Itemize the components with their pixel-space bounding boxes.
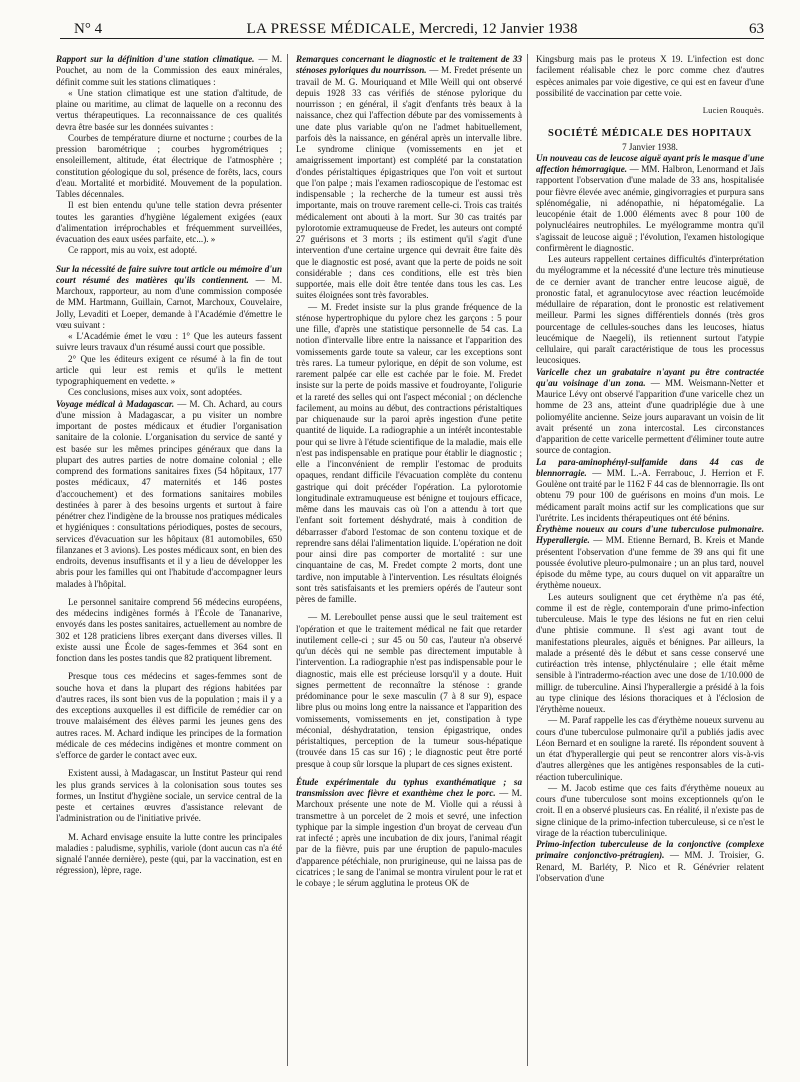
article-paragraph — [536, 524, 764, 592]
article-paragraph: Existent aussi, à Madagascar, un Institut Pasteur qui rend les plus grands services à la colonisation sous toutes ses formes, un Institut d'hygiène sociale, un service central de la peste et certaines œuvres d'assistance relevant de l'administration ou de l'initiative privée. — [56, 768, 282, 824]
article-heading: La para-aminophényl-sulfamide dans 44 cas de blennorragie. — [536, 456, 764, 478]
article-text: — MM. Halbron, Lenormand et Jaïs rapportent l'observation d'une malade de 33 ans, hospitalisée pour fièvre élevée avec anémie, gingivorragies et purpura sans splénomégalie, ni adénopathie, ni hépatomégalie. La leucopénie était de 1.000 éléments avec 8 pour 100 de polynucléaires neutrophiles. Le myélogramme montra qu'il s'agissait de leucose aiguë ; l'évolution, l'examen histologique confirmèrent le diagnostic. — [536, 164, 764, 253]
article-paragraph: — M. Fredet insiste sur la plus grande fréquence de la sténose hypertrophique du pylore chez les garçons : 5 pour une fille, d'après une statistique personnelle de 54 cas. La notion d'intervalle libre entre la naissance et l'apparition des vomissements garde toute sa valeur, car les exceptions sont très rares. La tumeur pylorique, en dépit de son volume, est rarement palpée car elle est cachée par le foie. M. Fredet insiste sur la perte de poids massive et foudroyante, l'oligurie et la rareté des selles qui ont l'aspect méconial ; on déclenche facilement, au moins au début, des contractions péristaltiques par chiquenaude sur la paroi après ingestion d'une petite quantité de liquide. La radiographie a un intérêt incontestable pour qui se livre à l'étude scientifique de la maladie, mais elle n'est pas indispensable en pratique pour établir le diagnostic ; elle a l'inconvénient de remplir l'estomac de produits opaques, rendant difficile l'évacuation complète du contenu gastrique qui doit précéder l'opération. La pylorotomie longitudinale extramuqueuse est bénigne et toujours efficace, même dans les mauvais cas où l'on a attendu à tort que l'enfant soit fortement déshydraté, mais à condition de débarrasser d'abord l'estomac de son contenu toxique et de reprendre sans délai l'alimentation liquide. L'opération ne doit pour ainsi dire pas comporter de mortalité : sur une cinquantaine de cas, M. Fredet compte 2 morts, dont une tardive, non imputable à l'intervention. Les résultats éloignés sont très satisfaisants et les premiers opérés de l'auteur sont pères de famille. — [296, 301, 522, 604]
article-paragraph: Kingsburg mais pas le proteus X 19. L'infection est donc facilement réalisable chez le porc comme chez d'autres espèces animales par voie digestive, ce qui est en faveur d'une possibilité de vaccination par cette voie. — [536, 54, 764, 98]
article-paragraph: Les auteurs rappellent certaines difficultés d'interprétation du myélogramme et la nécessité d'une lecture très minutieuse de ce dernier avant de trancher entre leucose aiguë, de pronostic fatal, et agranulocytose avec réaction leucémoïde médullaire de réparation, dont le pronostic est relativement meilleur. Parmi les signes différentiels donnés (très gros pourcentage de cellules-souches dans les leucoses, hiatus leucémique de Naegeli), ils retiennent surtout l'atypie cellulaire, qui paraît caractéristique de tous les processus leucosiques. — [536, 254, 764, 366]
article-paragraph: Ces conclusions, mises aux voix, sont adoptées. — [68, 387, 243, 398]
article-heading: Érythème noueux au cours d'une tuberculose pulmonaire. Hyperallergie. — [536, 524, 764, 546]
article-heading: Étude expérimentale du typhus exanthématique ; sa transmission avec fièvre et exanthème chez le porc. — [296, 776, 522, 798]
article-paragraph: « L'Académie émet le vœu : 1° Que les auteurs fassent suivre leurs travaux d'un résumé aussi court que possible. — [56, 331, 282, 353]
article-paragraph — [536, 457, 764, 525]
column-rule — [527, 54, 528, 1066]
article-paragraph: — M. Lereboullet pense aussi que le seul traitement est l'opération et que le traitement médical ne fait que retarder inutilement celle-ci ; sur 45 ou 50 cas, l'auteur n'a observé qu'un décès qui ne semble pas directement imputable à l'intervention. La radiographie n'est pas indispensable pour le diagnostic, mais elle est précieuse lorsqu'il y a doute. Huit signes permettent de reconnaître la sténose : grande prédominance pour le sexe masculin (7 à 8 sur 9), espace libre plus ou moins long entre la naissance et l'apparition des vomissements, vomissements en jet, constipation à type méconial, déshydratation, tension épigastrique, ondes péristaltiques, perception de la tumeur sous-hépatique (trouvée dans 15 cas sur 16) ; le diagnostic peut être porté presque à coup sûr lorsque la plupart de ces signes existent. — [296, 612, 522, 769]
journal-title: LA PRESSE MÉDICALE, — [246, 21, 416, 37]
column-2 — [296, 54, 522, 889]
article-paragraph: Presque tous ces médecins et sages-femmes sont de souche hova et dans la plupart des régions habitées par d'autres races, ils sont bien vus de la population ; mais il y a des exceptions auxquelles il est difficile de remédier car on trouve malaisément des élèves parmi les jeunes gens des autres races. M. Achard indique les principes de la formation médicale de ces médecins indigènes et montre comment on s'efforce de garder le contact avec eux. — [56, 671, 282, 760]
article-heading: Un nouveau cas de leucose aiguë ayant pris le masque d'une affection hémorragique. — [536, 152, 764, 174]
article-heading: Sur la nécessité de faire suivre tout article ou mémoire d'un court résumé des matières qu'ils contiennent. — [56, 263, 282, 285]
article-paragraph: — M. Paraf rappelle les cas d'érythème noueux survenu au cours d'une tuberculose pulmonaire qu'il a publiés jadis avec Léon Bernard et en souligne la rareté. Ils répondent souvent à un état d'hyperallergie qui peut se rencontrer alors vis-à-vis d'autres allergènes que les antigènes responsables de la cuti-réaction tuberculinique. — [536, 715, 764, 782]
article-paragraph: Courbes de température diurne et nocturne ; courbes de la pression barométrique ; courbes hygrométriques ; ensoleillement, altitude, état électrique de l'atmosphère ; constitution géologique du sol, présence de forêts, lacs, cours d'eau. Mortalité et morbidité. Mouvement de la population. Tables décennales. — [56, 132, 282, 199]
issue-date: Mercredi, 12 Janvier 1938 — [419, 21, 578, 37]
article-paragraph — [536, 839, 764, 884]
society-date: 7 Janvier 1938. — [622, 141, 678, 152]
article-paragraph: Le personnel sanitaire comprend 56 médecins européens, des médecins indigènes formés à l'École de Tananarive, envoyés dans les postes sanitaires, actuellement au nombre de 302 et 128 praticiens libres exerçant dans diverses villes. Il existe aussi une École de sages-femmes et 364 sont en fonction dans les postes tandis que 82 pratiquent librement. — [56, 596, 282, 663]
article-heading: Varicelle chez un grabataire n'ayant pu être contractée qu'au voisinage d'un zona. — [536, 366, 764, 388]
article-heading: Voyage médical à Madagascar. — [56, 398, 175, 409]
article-heading: Primo-infection tuberculeuse de la conjonctive (complexe primaire conjonctivo-prétragien). — [536, 839, 764, 861]
article-text: — MM. Etienne Bernard, B. Kreis et Mande présentent l'observation d'une femme de 39 ans qui fit une poussée évolutive pleuro-pulmonaire ; un an plus tard, nouvel épisode du même type, au cours duquel on vit apparaître un érythème noueux. — [536, 535, 764, 591]
article-text: — MM. L.-A. Ferrabouc, J. Herrion et F. Goulène ont traité par le 1162 F 44 cas de blennorragie. Ils ont obtenu 79 pour 100 de guérisons en moins d'un mois. Le médicament paraît moins actif sur les complications que sur l'urétrite. Les incidents thérapeutiques ont été bénins. — [536, 467, 764, 523]
column-3 — [536, 54, 764, 884]
article-paragraph: Il est bien entendu qu'une telle station devra présenter toutes les garanties d'hygiène légalement exigées (eaux d'alimentation irréprochables et fréquemment surveillées, évacuation des eaux usées parfaite, etc...). » — [56, 200, 282, 244]
article-paragraph — [56, 54, 282, 88]
article-paragraph: 2° Que les éditeurs exigent ce résumé à la fin de tout article qui leur est remis et qu'ils le mettent typographiquement en vedette. » — [56, 353, 282, 386]
article-text: — M. Marchoux, rapporteur, au nom d'une commission composée de MM. Hartmann, Guillain, Carnot, Marchoux, Couvelaire, Jolly, Levaditi et Loeper, demande à l'Académie d'émettre le vœu suivant : — [56, 274, 283, 330]
column-rule — [287, 54, 288, 1066]
article-paragraph — [536, 153, 764, 254]
article-heading: Rapport sur la définition d'une station climatique. — [56, 54, 255, 64]
issue-number: N° 4 — [74, 21, 103, 37]
article-heading: Remarques concernant le diagnostic et le traitement de 33 sténoses pyloriques du nourrisson. — [296, 54, 522, 76]
article-text: — MM. J. Troisier, G. Renard, M. Barléty, P. Nico et R. Génévrier relatent l'observation d'une — [536, 850, 764, 883]
article-text: — MM. Weismann-Netter et Maurice Lévy ont observé l'apparition d'une varicelle chez un homme de 23 ans, atteint d'une quadriplégie due à une poliomyélite ancienne. Seize jours auparavant un voisin de lit avait présenté un zona intercostal. Les circonstances d'apparition de cette varicelle permettent d'éliminer toute autre source de contagion. — [536, 377, 764, 456]
article-text: — M. Fredet présente un travail de M. G. Mouriquand et Mlle Weill qui ont observé depuis 1928 33 cas vérifiés de sténose pylorique du nourrisson ; en général, il s'agit d'enfants très beaux à la naissance, chez qui l'affection débute par des vomissements à une date plus variable qu'on ne l'admet habituellement, parfois dès la naissance, en général après un intervalle libre. Le syndrome clinique (vomissements en jet et amaigrissement important) est complété par la constatation d'ondes péristaltiques épigastriques que l'on voit et surtout que l'on palpe ; mais l'examen radioscopique de l'estomac est indispensable ; la recherche de la tumeur est aussi très importante, mais on trouve rarement celle-ci. Trois cas traités médicalement ont abouti à la mort. Sur 30 cas traités par pylorotomie extramuqueuse de Fredet, les auteurs ont compté 27 guérisons et 3 morts ; ils estiment qu'il s'agit d'une intervention d'une certaine urgence qui devrait être faite dès que le diagnostic est posé, avant que la perte de poids ne soit considérable ; dans ces conditions, elle est très bien supportée, mais elle doit être tentée dans tous les cas. Les suites éloignées sont très favorables. — [296, 65, 522, 301]
article-paragraph: « Une station climatique est une station d'altitude, de plaine ou maritime, au climat de laquelle on a reconnu des vertus thérapeutiques. La reconnaissance de ces qualités devra être basée sur les données suivantes : — [56, 87, 282, 132]
article-text: — M. Marchoux présente une note de M. Violle qui a réussi à transmettre à un porcelet de 2 mois et sevré, une infection typhique par la simple ingestion d'un broyat de cerveau d'un rat infecté ; après une incubation de dix jours, l'animal réagit par de la fièvre, puis par une éruption de papulo-macules d'apparence pétéchiale, non prurigineuse, qui ne laissa pas de cicatrices ; le sang de l'animal se montra virulent pour le rat et le cobaye ; le sérum agglutina le proteus OK de — [296, 788, 522, 888]
article-paragraph — [56, 399, 282, 590]
article-text: — M. Pouchet, au nom de la Commission des eaux minérales, définit comme suit les stations climatiques : — [56, 54, 283, 87]
article-paragraph: Ce rapport, mis au voix, est adopté. — [68, 245, 198, 256]
article-paragraph — [296, 777, 522, 890]
article-paragraph — [56, 264, 282, 332]
article-paragraph — [296, 54, 522, 302]
article-paragraph: Les auteurs soulignent que cet érythème n'a pas été, comme il est de règle, contemporain d'une primo-infection tuberculeuse. Mais le type des lésions ne fut en rien celui d'une phtisie commune. Il s'est agi avant tout de manifestations pleurales, aiguës et bénignes. Par ailleurs, la malade a présenté dès le début et sans cesse conservé une cutiréaction très intense, phlycténulaire ; elle était même sensible à l'intradermo-réaction avec une dose de 1/10.000 de milligr. de tuberculine. Ainsi l'hyperallergie a présidé à la fois au type clinique des lésions thoraciques et à l'éclosion de l'érythème noueux. — [536, 591, 764, 714]
page-number: 63 — [749, 21, 764, 37]
author-signature: Lucien Rouquès. — [702, 106, 764, 115]
column-1 — [56, 54, 282, 877]
society-heading: SOCIÉTÉ MÉDICALE DES HOPITAUX — [548, 128, 752, 140]
article-text: — M. Ch. Achard, au cours d'une mission à Madagascar, a pu visiter un nombre important de postes médicaux et étudier l'organisation sanitaire de la colonie. L'organisation du service de santé y est basée sur les mêmes principes généraux que dans la plupart des autres parties de notre domaine colonial ; elle comprend des formations sanitaires fixes (54 hôpitaux, 177 postes médicaux, 47 maternités et 146 postes d'accouchement) et des formations sanitaires mobiles destinées à parer à des besoins urgents et surtout à faire pénétrer chez l'indigène de la brousse nos pratiques médicales et hygiéniques : consultations périodiques, postes de secours, services d'évacuation sur les hôpitaux (81 automobiles, 650 filanzanes et 3 avions). Les postes médicaux sont, en bien des endroits, devenus insuffisants et il y a lieu de développer les abris pour les familles qui ont l'habitude d'accompagner leurs malades à l'hôpital. — [56, 398, 282, 589]
article-paragraph: — M. Jacob estime que ces faits d'érythème noueux au cours d'une tuberculose sont moins exceptionnels qu'on le croit. Il en a observé plusieurs cas. En réalité, il n'existe pas de signe clinique de la primo-infection tuberculeuse, si ce n'est le virage de la réaction tuberculinique. — [536, 782, 764, 838]
article-paragraph — [536, 367, 764, 457]
article-paragraph: M. Achard envisage ensuite la lutte contre les principales maladies : paludisme, syphilis, variole (dont aucun cas n'a été signalé l'année dernière), peste (qui, par la vaccination, est en régression), lèpre, rage. — [56, 831, 282, 876]
journal-line — [60, 20, 764, 38]
page-header — [60, 18, 764, 39]
